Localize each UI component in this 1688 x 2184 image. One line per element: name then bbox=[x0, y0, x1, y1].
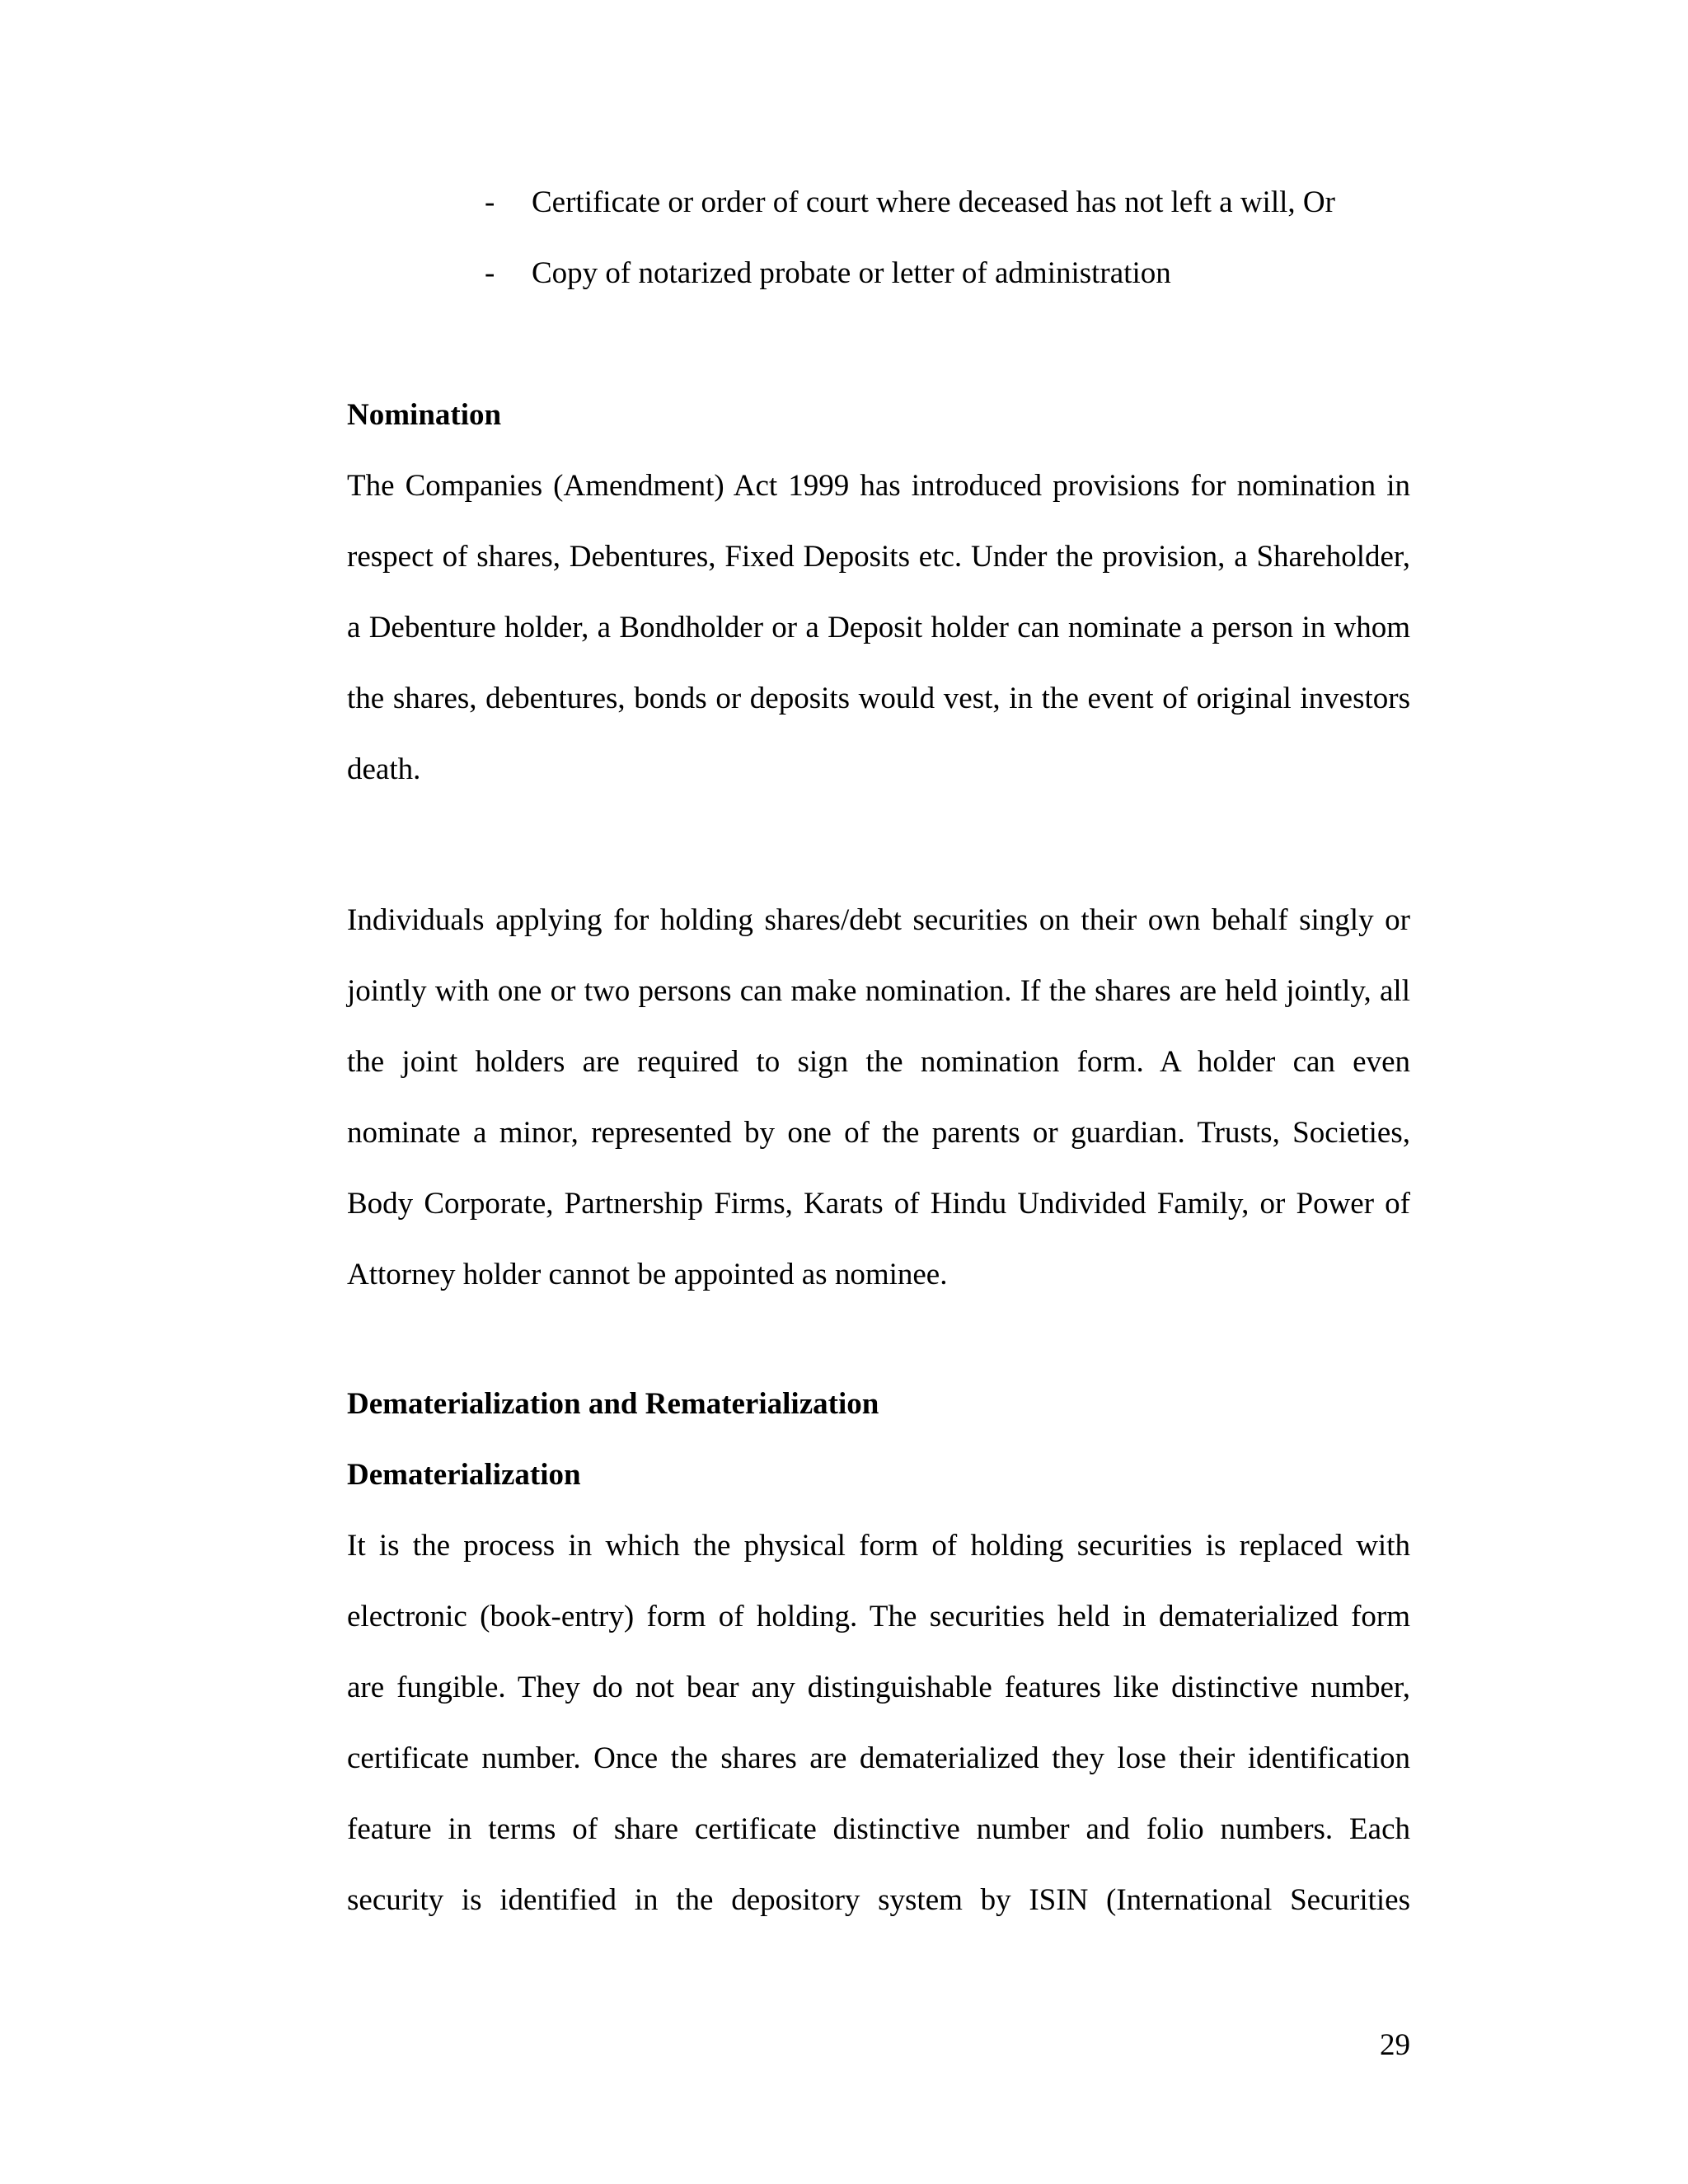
text-line: respect of shares, Debentures, Fixed Deposits etc. Under the provision, a Shareholder, bbox=[347, 540, 1410, 574]
text-line: feature in terms of share certificate distinctive number and folio numbers. Each bbox=[347, 1812, 1410, 1846]
text-line: Body Corporate, Partnership Firms, Karats of Hindu Undivided Family, or Power of bbox=[347, 1187, 1410, 1221]
text-line: a Debenture holder, a Bondholder or a Deposit holder can nominate a person in whom bbox=[347, 611, 1410, 644]
text-line: electronic (book-entry) form of holding. The securities held in dematerialized form bbox=[347, 1600, 1410, 1633]
bullet-dash: - bbox=[485, 256, 495, 290]
text-line: are fungible. They do not bear any distinguishable features like distinctive number, bbox=[347, 1671, 1410, 1704]
bullet-dash: - bbox=[485, 185, 495, 219]
text-line: certificate number. Once the shares are dematerialized they lose their identification bbox=[347, 1741, 1410, 1775]
paragraph-nomination-provisions bbox=[347, 451, 1410, 805]
text-line: the joint holders are required to sign the nomination form. A holder can even bbox=[347, 1045, 1410, 1079]
text-line: jointly with one or two persons can make nomination. If the shares are held jointly, all bbox=[347, 974, 1410, 1008]
bullet-text: Certificate or order of court where deceased has not left a will, Or bbox=[532, 185, 1335, 219]
page-number: 29 bbox=[1380, 2028, 1410, 2062]
subsection-heading-dematerialization: Dematerialization bbox=[347, 1458, 581, 1492]
text-line: Individuals applying for holding shares/debt securities on their own behalf singly or bbox=[347, 903, 1410, 937]
section-heading-nomination: Nomination bbox=[347, 398, 502, 432]
text-line: security is identified in the depository system by ISIN (International Securities bbox=[347, 1883, 1410, 1917]
text-line: the shares, debentures, bonds or deposits would vest, in the event of original investors bbox=[347, 682, 1410, 715]
text-line: Attorney holder cannot be appointed as nominee. bbox=[347, 1258, 948, 1291]
paragraph-nomination-eligibility bbox=[347, 885, 1410, 1310]
text-line: The Companies (Amendment) Act 1999 has introduced provisions for nomination in bbox=[347, 469, 1410, 503]
paragraph-dematerialization bbox=[347, 1511, 1410, 1936]
section-heading-demat-remat: Dematerialization and Rematerialization bbox=[347, 1387, 879, 1421]
text-line: death. bbox=[347, 752, 421, 786]
bullet-text: Copy of notarized probate or letter of administration bbox=[532, 256, 1171, 290]
text-line: It is the process in which the physical form of holding securities is replaced with bbox=[347, 1529, 1410, 1563]
text-line: nominate a minor, represented by one of the parents or guardian. Trusts, Societies, bbox=[347, 1116, 1410, 1150]
